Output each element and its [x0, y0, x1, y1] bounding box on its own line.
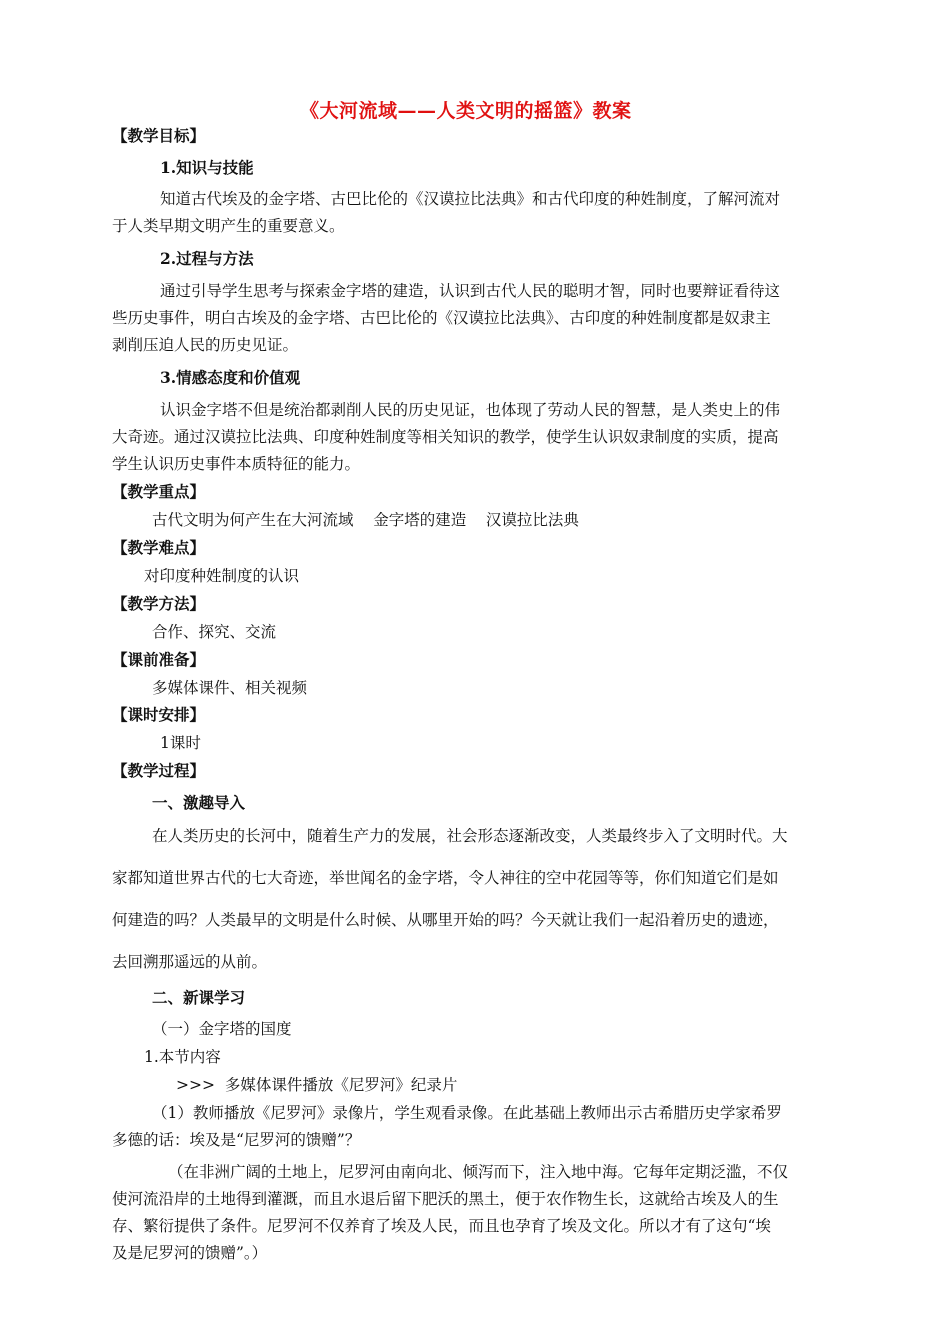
section-header-process: 【教学过程】 — [112, 761, 206, 780]
section-header-method: 【教学方法】 — [112, 594, 206, 613]
subheading-values: 3.情感态度和价值观 — [160, 368, 301, 387]
focus-text: 古代文明为何产生在大河流域 金字塔的建造 汉谟拉比法典 — [152, 511, 579, 529]
paragraph-line: 剥削压迫人民的历史见证。 — [112, 336, 299, 354]
paragraph-line: 多德的话：埃及是“尼罗河的馈赠”？ — [112, 1131, 361, 1149]
document-title: 《大河流域——人类文明的摇篮》教案 — [300, 100, 632, 122]
paragraph-line: 及是尼罗河的馈赠”。） — [112, 1244, 268, 1262]
method-text: 合作、探究、交流 — [152, 623, 277, 641]
paragraph-line: （1）教师播放《尼罗河》录像片，学生观看录像。在此基础上教师出示古希腊历史学家希罗 — [152, 1104, 782, 1122]
item-heading: 1.本节内容 — [144, 1048, 221, 1066]
subheading-process: 2.过程与方法 — [160, 249, 254, 268]
section-header-goals: 【教学目标】 — [112, 126, 206, 145]
section-header-prep: 【课前准备】 — [112, 650, 206, 669]
paragraph-line: 家都知道世界古代的七大奇迹，举世闻名的金字塔，令人神往的空中花园等等，你们知道它们是如 — [112, 869, 779, 887]
paragraph-line: 使河流沿岸的土地得到灌溉，而且水退后留下肥沃的黑土，便于农作物生长，这就给古埃及人的生 — [112, 1190, 779, 1208]
paragraph-line: 认识金字塔不但是统治都剥削人民的历史见证，也体现了劳动人民的智慧，是人类史上的伟 — [160, 401, 781, 419]
paragraph-line: （在非洲广阔的土地上，尼罗河由南向北、倾泻而下，注入地中海。它每年定期泛滥，不仅 — [168, 1163, 789, 1181]
paragraph-line: 去回溯那遥远的从前。 — [112, 953, 268, 971]
paragraph-line: 大奇迹。通过汉谟拉比法典、印度种姓制度等相关知识的教学，使学生认识奴隶制度的实质，提高 — [112, 428, 779, 446]
section-header-time: 【课时安排】 — [112, 705, 206, 724]
paragraph-line: 通过引导学生思考与探索金字塔的建造，认识到古代人民的聪明才智，同时也要辩证看待这 — [160, 282, 781, 300]
subheading-knowledge: 1.知识与技能 — [160, 158, 254, 177]
paragraph-line: 何建造的吗？人类最早的文明是什么时候、从哪里开始的吗？今天就让我们一起沿着历史的遗迹， — [112, 911, 779, 929]
paragraph-line: 些历史事件，明白古埃及的金字塔、古巴比伦的《汉谟拉比法典》、古印度的种姓制度都是奴隶主 — [112, 309, 771, 327]
paragraph-line: 在人类历史的长河中，随着生产力的发展，社会形态逐渐改变，人类最终步入了文明时代。大 — [152, 827, 788, 845]
media-note: >>> 多媒体课件播放《尼罗河》纪录片 — [176, 1076, 458, 1094]
paragraph-line: 知道古代埃及的金字塔、古巴比伦的《汉谟拉比法典》和古代印度的种姓制度，了解河流对 — [160, 190, 781, 208]
paragraph-line: 存、繁衍提供了条件。尼罗河不仅养育了埃及人民，而且也孕育了埃及文化。所以才有了这句“埃 — [112, 1217, 771, 1235]
step-intro-heading: 一、激趣导入 — [152, 793, 246, 812]
step-new-lesson-heading: 二、新课学习 — [152, 988, 246, 1007]
prep-text: 多媒体课件、相关视频 — [152, 679, 308, 697]
section-header-difficulty: 【教学难点】 — [112, 538, 206, 557]
paragraph-line: 学生认识历史事件本质特征的能力。 — [112, 455, 361, 473]
time-text: 1课时 — [160, 734, 201, 752]
difficulty-text: 对印度种姓制度的认识 — [144, 567, 300, 585]
section-header-focus: 【教学重点】 — [112, 482, 206, 501]
paragraph-line: 于人类早期文明产生的重要意义。 — [112, 217, 345, 235]
part-heading: （一）金字塔的国度 — [152, 1020, 292, 1038]
